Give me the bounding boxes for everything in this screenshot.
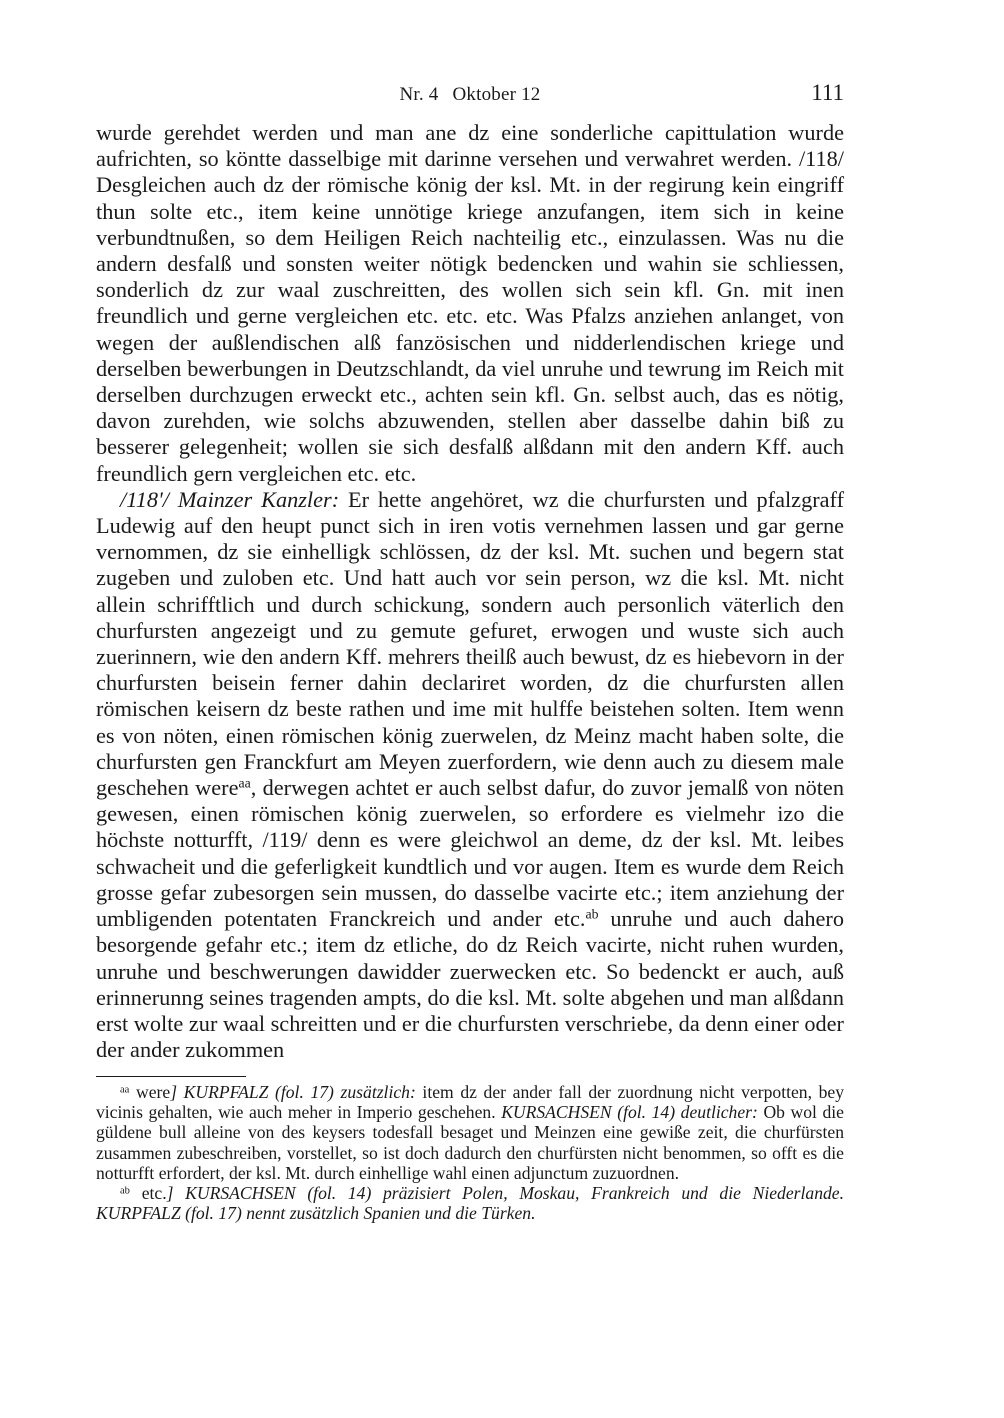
footnote-bracket: ]	[166, 1183, 174, 1204]
paragraph-2-text-c: unruhe und auch dahero besorgende gefahr etc.; item dz etliche, do dz Reich vacirte, nicht ruhen wurden, unruhe und beschwerungen dawidder zuerwecken etc. So bedenckt er auch, auß erinnerunng seines tragenden ampts, do die ksl. Mt. solte abgehen und man alßdann erst wolte zur waal schreitten und er die churfursten verschriebe, da denn einer oder der ander zukommen	[96, 906, 844, 1063]
running-head-title	[96, 84, 844, 106]
page-number: 111	[811, 80, 844, 105]
document-date: Oktober 12	[452, 84, 541, 105]
running-head	[96, 80, 844, 110]
footnote-divider	[96, 1076, 246, 1077]
paragraph-2-text-b: , derwegen achtet er auch selbst dafur, do zuvor jemalß von nöten gewesen, einen römischen könig zuerwelen, so erfordere es vielmehr izo die höchste notturfft, /119/ denn es were gleichwol an deme, dz der ksl. Mt. leibes schwacheit und die geferligkeit kundtlich und vor augen. Item es wurde dem Reich grosse gefar zubesorgen sein mussen, do dasselbe vacirte etc.; item anziehung der umbligenden potentaten Franckreich und ander etc.	[96, 775, 844, 932]
footnote-bracket: ]	[170, 1082, 178, 1102]
footnote-lemma: etc.	[141, 1183, 167, 1204]
footnote-quote-1: item dz der ander fall der zuordnung nicht verpotten, bey vicinis gehalten, wie auch meher in Imperio geschehen.	[96, 1082, 844, 1123]
main-text	[96, 120, 844, 1063]
footnote-ref-ab[interactable]: ab	[585, 906, 599, 922]
footnote-mark-aa: aa	[120, 1084, 130, 1096]
footnote-aa	[96, 1082, 844, 1183]
footnote-note: KURSACHSEN (fol. 14) präzisiert Polen, Moskau, Frankreich und die Niederlande. KURPFALZ (fol. 17) nennt zusätzlich Spanien und die Türken.	[96, 1183, 844, 1224]
document-number: Nr. 4	[399, 84, 439, 105]
footnotes	[96, 1082, 844, 1223]
paragraph-1: wurde gerehdet werden und man ane dz eine sonderliche capittulation wurde aufrichten, so köntte dasselbige mit darinne versehen und verwahret werden. /118/ Desgleichen auch dz der römische könig der ksl. Mt. in der regirung kein eingriff thun solte etc., item keine unnötige kriege anzufangen, item sich in keine verbundtnußen, so dem Heiligen Reich nachteilig etc., einzulassen. Was nu die andern desfalß und sonsten weiter nötigk bedencken und wahin sie schliessen, sonderlich dz zur waal zuschreitten, des wollen sich sein kfl. Gn. mit inen freundlich und gerne vergleichen etc. etc. etc. Was Pfalzs anziehen anlanget, von wegen der außlendischen alß fanzösischen und nidderlendischen kriege und derselben bewerbungen in Deutzschlandt, da viel unruhe und tewrung im Reich mit derselben durchzugen erweckt etc., achten sein kfl. Gn. selbst auch, das es nötig, davon zurehden, wie solchs abzuwenden, stellen aber dasselbe dahin biß zu besserer gelegenheit; wollen sie sich desfalß alßdann mit den andern Kff. auch freundlich gern vergleichen etc. etc.	[96, 120, 844, 486]
footnote-lemma: were	[136, 1082, 171, 1102]
footnote-quote-2: Ob wol die güldene bull alleine von des keysers todesfall besaget und Meinzen eine gewiße zeit, die churfürsten zusammen zubeschreiben, vorstellet, so ist doch dadurch den churfürsten nicht benommen, so offt es die notturfft erfordert, der ksl. Mt. durch einhellige wahl einen adjunctum zuzuordnen.	[96, 1102, 844, 1183]
footnote-mark-ab: ab	[120, 1185, 130, 1197]
paragraph-2	[96, 487, 844, 1063]
speaker-label: /118'/ Mainzer Kanzler:	[120, 486, 340, 512]
paragraph-2-text-a: Er hette angehöret, wz die churfursten und pfalzgraff Ludewig auf den heupt punct sich in iren votis vernehmen lassen und gar gerne vernommen, dz sie einhelligk schlössen, dz der ksl. Mt. suchen und begern stat zugeben und zuloben etc. Und hatt auch vor sein person, wz die ksl. Mt. nicht allein schrifftlich und durch schickung, sondern auch personlich väterlich den churfursten angezeigt und zu gemute gefuret, erwogen und wuste sich auch zuerinnern, wie den andern Kff. mehrers theilß auch bewust, dz es hiebevorn in der churfursten beisein ferner dahin declariret worden, dz die churfursten allen römischen keisern dz beste rathen und ime mit hulffe beistehen solten. Item wenn es von nöten, einen römischen könig zuerwelen, dz Meinz macht haben solte, die churfursten gen Franckfurt am Meyen zuerfordern, wie denn auch zu diesem male geschehen were	[96, 486, 844, 801]
footnote-ab	[96, 1183, 844, 1223]
footnote-ref-aa[interactable]: aa	[238, 775, 251, 791]
footnote-source-kurpfalz: KURPFALZ (fol. 17) zusätzlich:	[177, 1082, 416, 1102]
footnote-source-kursachsen: KURSACHSEN (fol. 14) deutlicher:	[501, 1102, 758, 1123]
